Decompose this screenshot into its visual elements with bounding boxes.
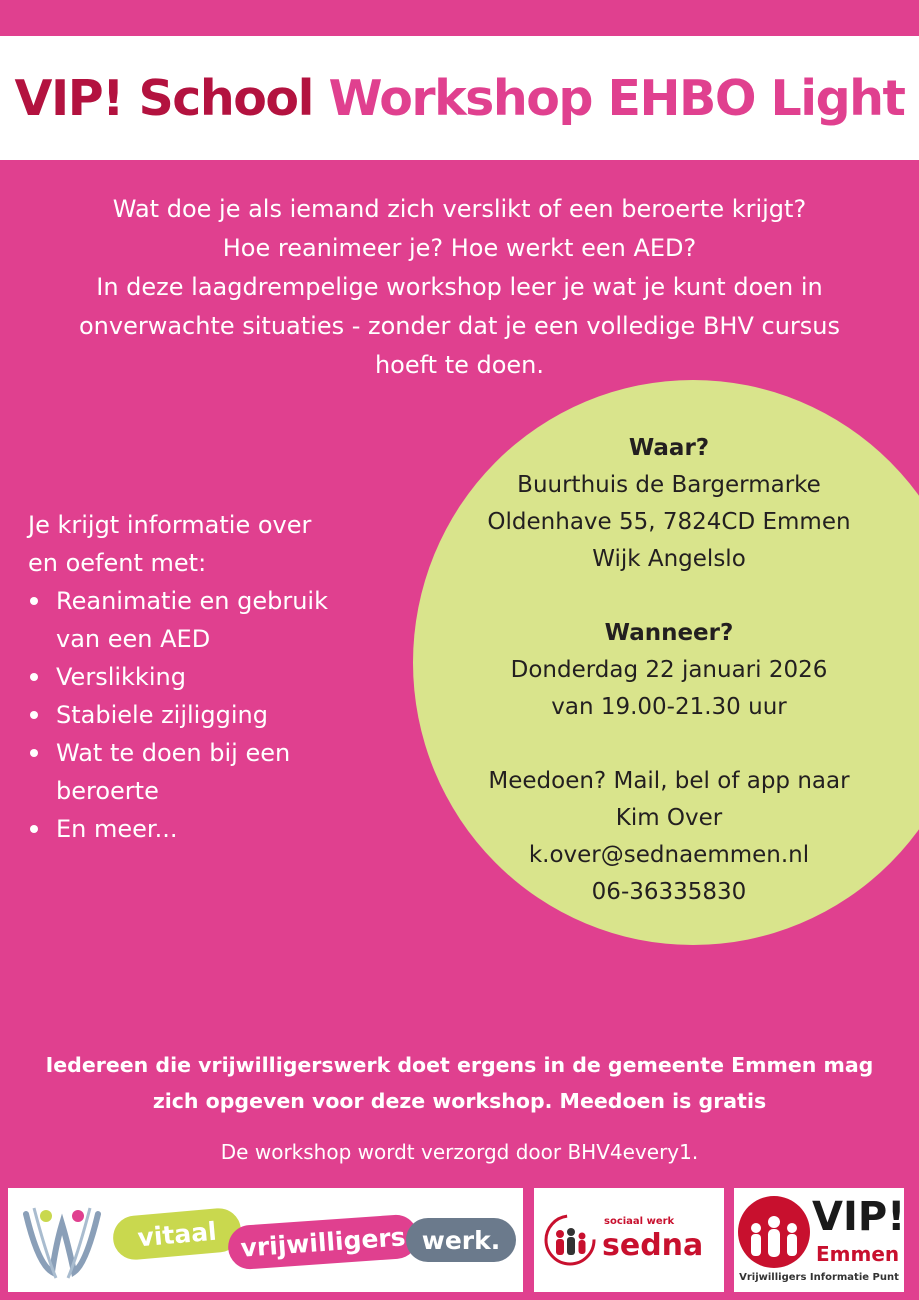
signup-line: Meedoen? Mail, bel of app naar bbox=[488, 768, 850, 794]
vip-city: Emmen bbox=[816, 1242, 900, 1266]
where-heading: Waar? bbox=[628, 435, 710, 461]
eligibility-line: Iedereen die vrijwilligerswerk doet ergens in de gemeente Emmen mag bbox=[45, 1053, 874, 1077]
werk-word: werk. bbox=[406, 1218, 516, 1262]
title-workshop: Workshop EHBO Light bbox=[328, 69, 905, 127]
vitaal-vw-emblem-icon bbox=[16, 1194, 108, 1286]
sedna-tagline: sociaal werk bbox=[604, 1216, 675, 1227]
topic-line: beroerte bbox=[56, 777, 159, 805]
topic-line: Wat te doen bij een bbox=[56, 739, 291, 767]
vitaal-vrijwilligerswerk-logo bbox=[8, 1188, 523, 1292]
intro-line: onverwachte situaties - zonder dat je een volledige BHV cursus bbox=[78, 312, 840, 340]
credit-text: De workshop wordt verzorgd door BHV4every1. bbox=[220, 1140, 699, 1164]
contact-phone: 06-36335830 bbox=[591, 879, 747, 905]
page-title bbox=[15, 70, 905, 127]
contact-email: k.over@sednaemmen.nl bbox=[528, 842, 810, 868]
topics-list bbox=[28, 582, 388, 848]
topics-block bbox=[28, 506, 388, 848]
topics-intro: en oefent met: bbox=[28, 549, 207, 577]
intro-text bbox=[20, 190, 899, 385]
intro-line: hoeft te doen. bbox=[374, 351, 545, 379]
vip-people-icon bbox=[736, 1194, 812, 1270]
eligibility-text bbox=[0, 1047, 919, 1119]
topic-item bbox=[28, 658, 388, 696]
title-school: VIP! School bbox=[14, 69, 313, 127]
topic-line: En meer... bbox=[56, 815, 178, 843]
vip-wordmark: VIP! bbox=[812, 1194, 906, 1240]
when-line: Donderdag 22 januari 2026 bbox=[510, 657, 828, 683]
topic-item bbox=[28, 696, 388, 734]
topic-line: Verslikking bbox=[56, 663, 186, 691]
where-line: Buurthuis de Bargermarke bbox=[517, 472, 821, 498]
topic-line: van een AED bbox=[56, 625, 211, 653]
sedna-wordmark: sedna bbox=[602, 1228, 704, 1263]
vrijwilligers-word: vrijwilligers bbox=[227, 1213, 420, 1270]
topic-line: Stabiele zijligging bbox=[56, 701, 268, 729]
vip-subtitle: Vrijwilligers Informatie Punt bbox=[739, 1272, 899, 1283]
topic-item bbox=[28, 582, 388, 658]
vip-emmen-logo bbox=[734, 1188, 904, 1292]
spacer bbox=[446, 726, 892, 763]
vitaal-word: vitaal bbox=[111, 1207, 242, 1262]
where-line: Oldenhave 55, 7824CD Emmen bbox=[487, 509, 851, 535]
intro-line: Wat doe je als iemand zich verslikt of een beroerte krijgt? bbox=[112, 195, 807, 223]
sedna-logo bbox=[534, 1188, 724, 1292]
topic-item bbox=[28, 810, 388, 848]
topic-item bbox=[28, 734, 388, 810]
when-heading: Wanneer? bbox=[604, 620, 734, 646]
spacer bbox=[446, 578, 892, 615]
intro-line: In deze laagdrempelige workshop leer je wat je kunt doen in bbox=[96, 273, 823, 301]
intro-line: Hoe reanimeer je? Hoe werkt een AED? bbox=[222, 234, 697, 262]
contact-name: Kim Over bbox=[615, 805, 723, 831]
when-line: van 19.00-21.30 uur bbox=[551, 694, 787, 720]
topics-intro: Je krijgt informatie over bbox=[28, 511, 312, 539]
eligibility-line: zich opgeven voor deze workshop. Meedoen is gratis bbox=[152, 1089, 767, 1113]
title-band bbox=[0, 36, 919, 160]
info-details bbox=[446, 430, 892, 911]
where-line: Wijk Angelslo bbox=[592, 546, 746, 572]
topic-line: Reanimatie en gebruik bbox=[56, 587, 328, 615]
top-strip bbox=[0, 0, 919, 36]
sedna-people-icon bbox=[542, 1212, 598, 1268]
